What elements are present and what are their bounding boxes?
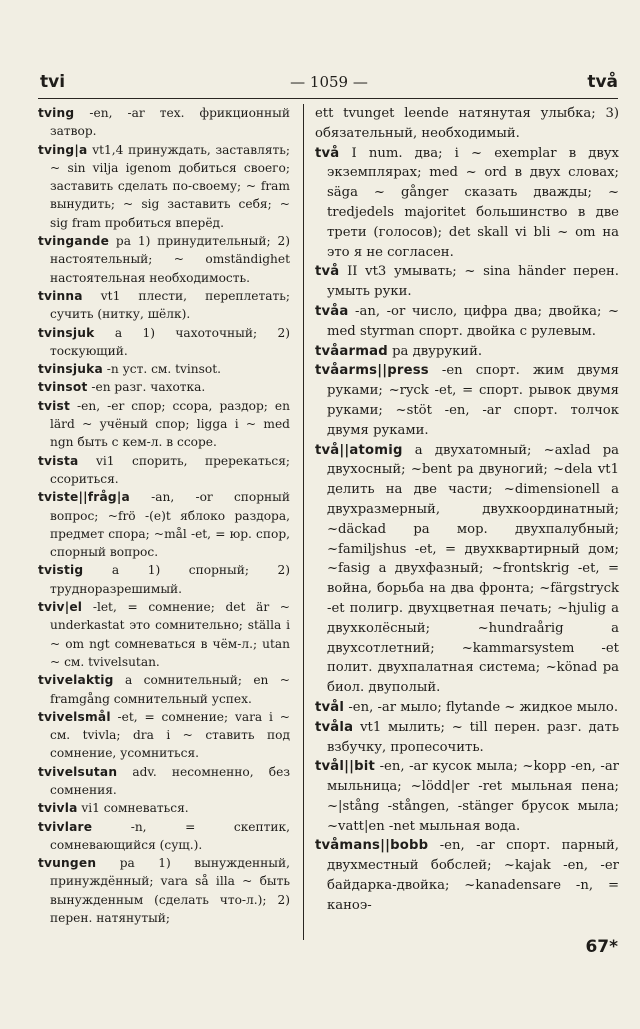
column-divider (303, 104, 304, 940)
entry: tvåarmad pa двурукий. (315, 343, 483, 359)
entry: tving|a vt1,4 принуждать, заставлять; ~ sin vilja igenom добиться своего; заставить сделать по-своему; ~ fram вынудить; ~ sig заставить себя; ~ sig fram пробиться вперёд. (38, 142, 290, 230)
entry: tvingande pa 1) принудительный; 2) настоятельный; ~ omständighet настоятельная необходимость. (38, 234, 290, 285)
headword: tvinsjuka (38, 362, 103, 377)
headword: tvivla (38, 801, 78, 816)
headword: tvivelsmål (38, 709, 111, 724)
entry-continuation: ett tvunget leende натянутая улыбка; 3) обязательный, необходимый. (315, 106, 619, 141)
entry: tviv|el -let, = сомнение; det är ~ underkastat это сомнительно; ställa i ~ om ngt сомневаться в чём-л.; utan ~ см. tvivelsutan. (38, 600, 290, 669)
headword: tvista (38, 453, 79, 468)
entry: tvista vi1 спорить, пререкаться; ссориться. (38, 453, 290, 486)
headword: tvivlare (38, 819, 93, 834)
entry: tvål -en, -ar мыло; flytande ~ жидкое мыло. (315, 699, 619, 715)
entry: tvistig a 1) спорный; 2) трудноразрешимый. (38, 563, 290, 596)
headword: tviv|el (38, 600, 83, 615)
headword: tvåarms||press (315, 363, 429, 379)
entry: tvivelaktig a сомнительный; en ~ framgång сомнительный успех. (38, 673, 290, 706)
entry: tvinsot -en разг. чахотка. (38, 380, 206, 395)
running-head-left: tvi (40, 72, 66, 92)
headword: tvist (38, 398, 71, 413)
entry: två II vt3 умывать; ~ sina händer перен. умыть руки. (315, 264, 619, 300)
entry: tvinna vt1 плести, переплетать; сучить (нитку, шёлк). (38, 288, 290, 322)
entry: två I num. два; i ~ exemplar в двух экземплярах; med ~ ord в двух словах; säga ~ gånger сказать дважды; ~ tredjedels majoritet большинство в две трети (голосов); det skall vi bli ~ om на это я не согласен. (315, 145, 619, 260)
headword: tvivelsutan (38, 764, 118, 779)
headword: tvistig (38, 563, 84, 578)
page-header (40, 70, 618, 96)
headword: tvinsot (38, 380, 88, 395)
entry: tvåa -an, -or число, цифра два; двойка; ~ med styrman спорт. двойка с рулевым. (315, 303, 619, 339)
entry: tvål||bit -en, -ar кусок мыла; ~kopp -en, -ar мыльница; ~lödd|er -ret мыльная пена; ~|stång -stången, -stänger брусок мыла; ~vatt|en -net мыльная вода. (315, 759, 619, 834)
headword: två (315, 145, 340, 161)
headword: tving (38, 106, 75, 120)
headword: tviste||fråg|a (38, 490, 130, 505)
running-head-right: två (587, 72, 618, 92)
headword: två||atomig (315, 442, 403, 458)
headword: två (315, 264, 340, 280)
entry: tvist -en, -er спор; ссора, раздор; en lärd ~ учёный спор; ligga i ~ med ngn быть с кем-л. в ссоре. (38, 398, 290, 450)
signature-mark: 67* (585, 937, 618, 957)
entry: tvåmans||bobb -en, -ar спорт. парный, двухместный бобслей; ~kajak -en, -er байдарка-двойка; ~kanadensare -n, = каноэ- (315, 838, 619, 913)
right-column (315, 104, 619, 916)
headword: tvungen (38, 856, 97, 871)
entry: tviste||fråg|a -an, -or спорный вопрос; ~frö -(e)t яблоко раздора, предмет спора; ~mål -et, = юр. спор, спорный вопрос. (38, 490, 290, 560)
entry: tving -en, -ar тех. фрикционный затвор. (38, 106, 290, 139)
headword: tvivelaktig (38, 673, 114, 688)
entry: tvinsjuk a 1) чахоточный; 2) тоскующий. (38, 325, 290, 358)
headword: tvåa (315, 303, 349, 319)
entry: tvåarms||press -en спорт. жим двумя руками; ~ryck -et, = спорт. рывок двумя руками; ~stöt -en, -ar спорт. толчок двумя руками. (315, 363, 619, 438)
header-rule (38, 98, 618, 99)
headword: tvåarmad (315, 343, 388, 359)
headword: tvål (315, 699, 345, 715)
headword: tvål||bit (315, 759, 376, 775)
headword: tving|a (38, 142, 88, 157)
headword: tvinsjuk (38, 325, 95, 340)
entry: tvinsjuka -n уст. см. tvinsot. (38, 362, 222, 377)
page-number: — 1059 — (290, 73, 368, 91)
entry: två||atomig a двухатомный; ~axlad pa двухосный; ~bent pa двуногий; ~dela vt1 делить на две части; ~dimensionell a двухразмерный, двухкоординатный; ~däckad pa мор. двухпалубный; ~familjshus -et, = двухквартирный дом; ~fasig a двухфазный; ~frontskrig -et, = война, борьба на два фронта; ~färgstryck -et полигр. двухцветная печать; ~hjulig a двухколёсный; ~hundraårig a двухсотлетний; ~kammarsystem -et полит. двухпалатная система; ~könad pa биол. двуполый. (315, 442, 619, 696)
headword: tvingande (38, 234, 110, 249)
headword: tvåmans||bobb (315, 838, 429, 854)
entry: tvivlare -n, = скептик, сомневающийся (сущ.). (38, 819, 290, 852)
entry: tvivelsmål -et, = сомнение; vara i ~ см. tvivla; dra i ~ ставить под сомнение, усомниться. (38, 709, 290, 761)
entry: tvivelsutan adv. несомненно, без сомнения. (38, 764, 290, 797)
entry: tvungen pa 1) вынужденный, принуждённый; vara så illa ~ быть вынужденным (сделать что-л.); 2) перен. натянутый; (38, 856, 290, 926)
headword: tvåla (315, 719, 354, 735)
entry: tvivla vi1 сомневаться. (38, 801, 189, 816)
headword: tvinna (38, 288, 83, 303)
left-column (38, 104, 290, 927)
entry: tvåla vt1 мылить; ~ till перен. разг. дать взбучку, пропесочить. (315, 719, 619, 755)
